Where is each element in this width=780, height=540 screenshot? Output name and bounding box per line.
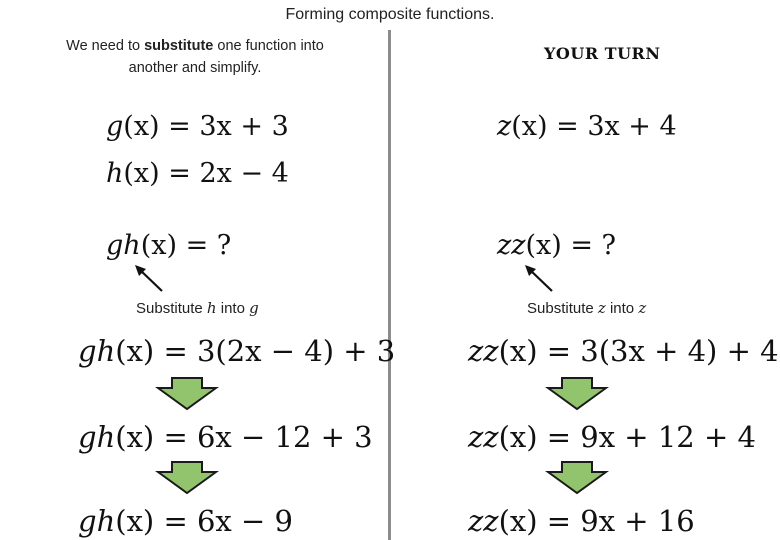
g-definition: g(x) = 3x + 3 — [106, 111, 289, 142]
zz-question: zz(x) = ? — [497, 230, 617, 261]
intro-text-bold: substitute — [144, 38, 214, 54]
step-2: gh(x) = 6x − 12 + 3 — [78, 420, 373, 454]
step-2: zz(x) = 9x + 12 + 4 — [468, 420, 756, 454]
step-3: zz(x) = 9x + 16 — [468, 504, 695, 538]
gh-question: gh(x) = ? — [106, 230, 232, 261]
down-arrow-icon — [155, 460, 219, 496]
step-1: zz(x) = 3(3x + 4) + 4 — [468, 334, 779, 368]
pointer-arrow-icon — [522, 263, 556, 295]
intro-text-end: one function into another and simplify. — [128, 38, 324, 76]
step-1: gh(x) = 3(2x − 4) + 3 — [78, 334, 396, 368]
down-arrow-icon — [155, 376, 219, 412]
column-divider — [388, 30, 391, 540]
step-3: gh(x) = 6x − 9 — [78, 504, 293, 538]
substitution-note: Substitute z into z — [527, 299, 647, 317]
your-turn-heading: YOUR TURN — [544, 44, 661, 63]
z-definition: z(x) = 3x + 4 — [497, 111, 677, 142]
down-arrow-icon — [545, 460, 609, 496]
page-title: Forming composite functions. — [285, 6, 495, 23]
intro-text-start: We need to — [66, 38, 145, 54]
down-arrow-icon — [545, 376, 609, 412]
intro-text — [40, 35, 350, 79]
h-definition: h(x) = 2x − 4 — [106, 158, 289, 189]
pointer-arrow-icon — [132, 263, 166, 295]
substitution-note: Substitute h into g — [136, 299, 259, 317]
